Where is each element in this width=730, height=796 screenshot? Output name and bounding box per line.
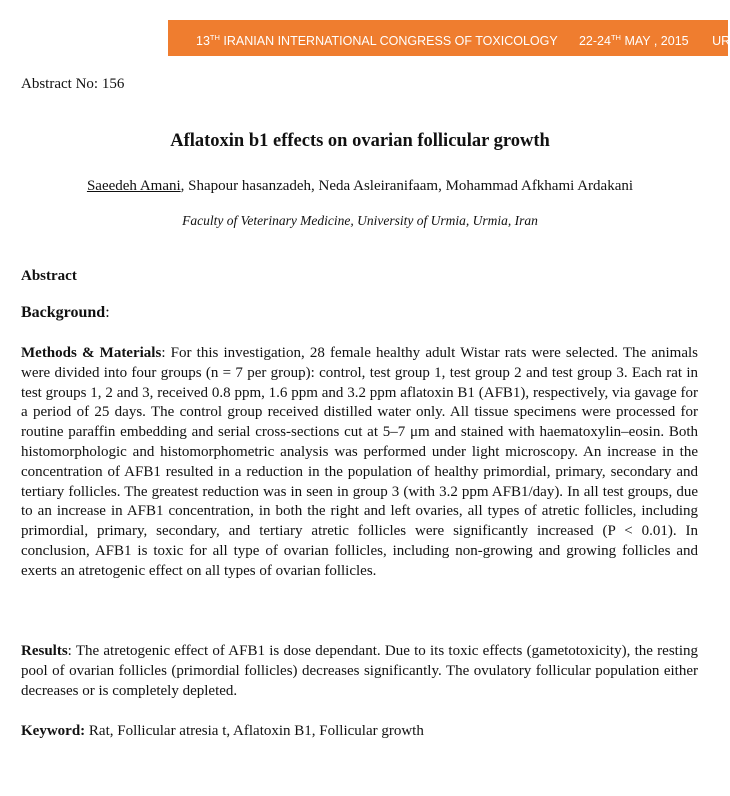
methods-paragraph: [21, 344, 698, 582]
congress-ordinal: 13: [196, 34, 210, 48]
dates-rest: MAY , 2015: [624, 34, 689, 48]
methods-label: Methods & Materials: [21, 345, 162, 361]
keyword-label: Keyword:: [21, 723, 86, 739]
author-list: [0, 178, 720, 195]
abstract-number: Abstract No: 156: [21, 76, 125, 92]
results-label: Results: [21, 643, 68, 659]
background-heading: [21, 304, 110, 322]
paper-title: Aflatoxin b1 effects on ovarian follicular growth: [170, 131, 550, 151]
banner-cut-text: UR: [712, 34, 730, 48]
dates-start: 22-24: [578, 34, 611, 48]
keyword-paragraph: [21, 722, 698, 742]
dates-suffix: TH: [610, 33, 621, 42]
keyword-text: Rat, Follicular atresia t, Aflatoxin B1, Follicular growth: [85, 723, 424, 739]
congress-name: IRANIAN INTERNATIONAL CONGRESS OF TOXICOLOGY: [223, 34, 558, 48]
affiliation: Faculty of Veterinary Medicine, University of Urmia, Urmia, Iran: [182, 213, 538, 228]
congress-banner: [168, 20, 728, 56]
ordinal-suffix: TH: [209, 33, 220, 42]
co-authors: , Shapour hasanzadeh, Neda Asleiranifaam, Mohammad Afkhami Ardakani: [180, 178, 634, 194]
abstract-heading: Abstract: [21, 268, 77, 284]
congress-dates: [579, 34, 689, 48]
presenting-author: Saeedeh Amani: [86, 178, 181, 194]
background-colon: :: [105, 304, 110, 321]
results-text: : The atretogenic effect of AFB1 is dose dependant. Due to its toxic effects (gametotoxicity), the resting pool of ovarian follicles (primordial follicles) decreases significantly. The ovulatory follicular population either decreases or is completely depleted.: [21, 643, 698, 699]
background-label: Background: [21, 304, 106, 321]
methods-text: : For this investigation, 28 female healthy adult Wistar rats were selected. The animals were divided into four groups (n = 7 per group): control, test group 1, test group 2 and test group 3. Each rat in test groups 1, 2 and 3, received 0.8 ppm, 1.6 ppm and 3.2 ppm aflatoxin B1 (AFB1), respectively, via gavage for a period of 25 days. The control group received distilled water only. All tissue specimens were processed for routine paraffin embedding and serial cross-sections cut at 5–7 μm and stained with haematoxylin–eosin. Both histomorphologic and histomorphometric analysis was performed under light microscopy. An increase in the concentration of AFB1 resulted in a reduction in the population of healthy primordial, primary, secondary and tertiary follicles. The greatest reduction was in seen in group 3 (with 3.2 ppm AFB1/day). In all test groups, due to an increase in AFB1 concentration, in both the right and left ovaries, all types of atretic follicles, including primordial, primary, secondary, and tertiary atretic follicles were significantly increased (P < 0.01). In conclusion, AFB1 is toxic for all type of ovarian follicles, including non-growing and growing follicles and exerts an atretogenic effect on all types of ovarian follicles.: [21, 345, 698, 579]
results-paragraph: [21, 642, 698, 701]
